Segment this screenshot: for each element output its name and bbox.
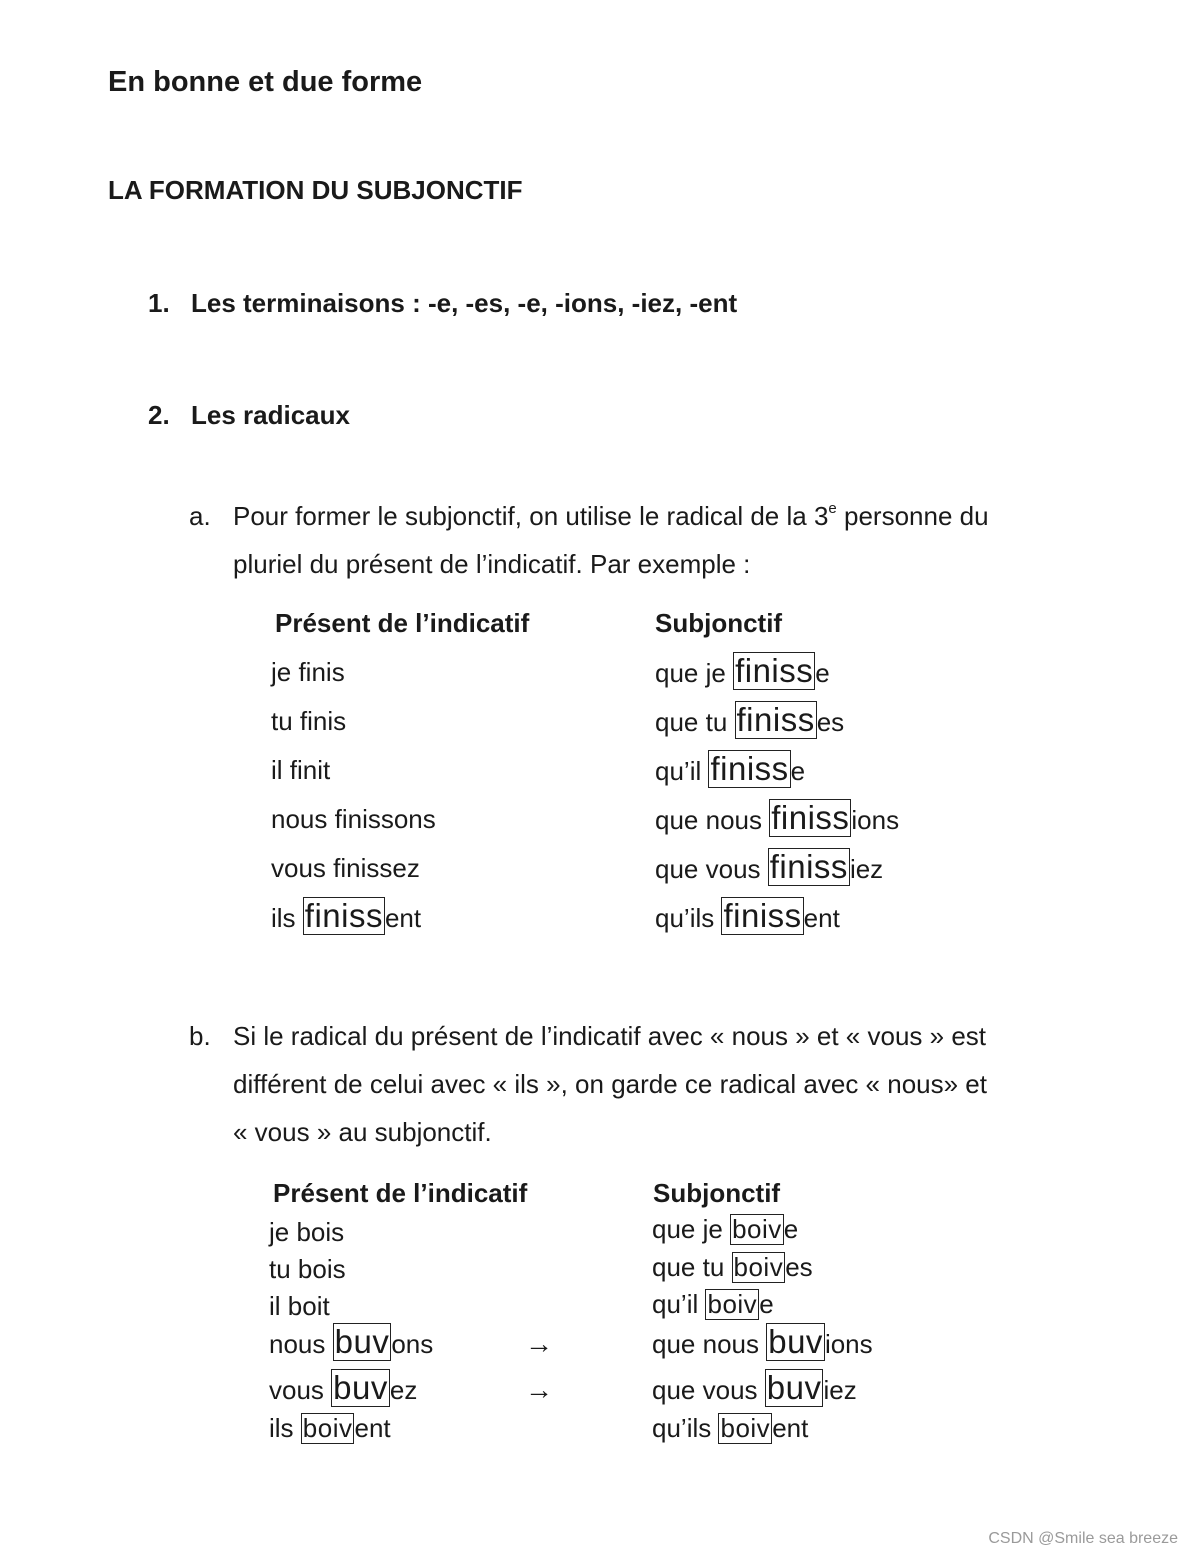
cell-ending: ent: [772, 1413, 809, 1443]
table-b-left-cell: [269, 1323, 433, 1361]
arrow-icon: →: [525, 1374, 553, 1405]
item-endings: [148, 288, 737, 319]
stem-box: finiss: [769, 848, 848, 885]
stem-box: boiv: [733, 1252, 784, 1282]
table-b-right-cell: [652, 1289, 774, 1320]
stem-box: finiss: [735, 652, 814, 689]
table-b-left-cell: [269, 1413, 391, 1444]
cell-prefix: que vous: [655, 854, 768, 884]
cell-ending: es: [816, 707, 845, 737]
stem-box: boiv: [732, 1214, 782, 1244]
stem-box: finiss: [304, 897, 383, 934]
cell-prefix: ils: [269, 1413, 301, 1443]
item-text: Les radicaux: [191, 400, 350, 430]
para-text: pluriel du présent de l’indicatif. Par exemple :: [233, 549, 751, 579]
cell-prefix: vous: [269, 1375, 332, 1405]
cell-ending: es: [785, 1252, 813, 1282]
table-b-right-cell: [652, 1369, 857, 1407]
cell-prefix: nous: [269, 1329, 333, 1359]
arrow-icon: →: [525, 1328, 553, 1359]
table-a-left-cell: il finit: [271, 755, 331, 785]
para-text: « vous » au subjonctif.: [233, 1117, 492, 1147]
stem-box: finiss: [771, 799, 850, 836]
cell-ending: e: [783, 1214, 799, 1244]
table-b-left-cell: [269, 1369, 417, 1407]
table-b-right-cell: [652, 1214, 798, 1245]
table-a-header-right: Subjonctif: [655, 608, 783, 638]
table-b-right-cell: [652, 1252, 813, 1283]
table-a-left-cell: vous finissez: [271, 853, 420, 883]
stem-box: buv: [333, 1369, 388, 1406]
cell-prefix: qu’ils: [652, 1413, 719, 1443]
item-number: 1.: [148, 288, 170, 318]
table-b-right-cell: [652, 1323, 873, 1361]
cell-prefix: qu’il: [655, 756, 709, 786]
cell-prefix: que nous: [655, 805, 770, 835]
cell-ending: ions: [851, 805, 900, 835]
table-a-right-cell: [655, 848, 883, 886]
table-a-left-cell: je finis: [271, 657, 345, 687]
table-a-right-cell: [655, 799, 899, 837]
cell-ending: ions: [824, 1329, 873, 1359]
cell-ending: iez: [823, 1375, 857, 1405]
para-letter: a.: [189, 501, 211, 531]
table-a-right-cell: [655, 897, 840, 935]
cell-prefix: que tu: [652, 1252, 732, 1282]
paragraph-b: [189, 1012, 1089, 1156]
table-a-right-cell: [655, 750, 805, 788]
cell-ending: ent: [384, 903, 422, 933]
para-letter: b.: [189, 1021, 211, 1051]
cell-ending: ez: [389, 1375, 418, 1405]
cell-ending: iez: [849, 854, 884, 884]
table-b-header-right: Subjonctif: [653, 1178, 781, 1208]
cell-prefix: que nous: [652, 1329, 767, 1359]
stem-box: boiv: [720, 1413, 771, 1443]
stem-box: finiss: [710, 750, 789, 787]
stem-box: boiv: [707, 1289, 758, 1319]
table-b-left-cell: il boit: [269, 1291, 330, 1321]
table-b-left-cell: tu bois: [269, 1254, 346, 1284]
stem-box: finiss: [723, 897, 802, 934]
cell-ending: e: [815, 658, 830, 688]
cell-prefix: qu’ils: [655, 903, 722, 933]
table-a-right-cell: [655, 701, 844, 739]
stem-box: buv: [766, 1369, 822, 1406]
cell-ending: ent: [803, 903, 840, 933]
watermark: CSDN @Smile sea breeze: [988, 1530, 1178, 1547]
cell-ending: e: [790, 756, 806, 786]
cell-prefix: que vous: [652, 1375, 765, 1405]
para-text: Pour former le subjonctif, on utilise le radical de la 3: [233, 501, 829, 531]
table-a-header-left: Présent de l’indicatif: [275, 608, 530, 638]
cell-ending: ent: [354, 1413, 391, 1443]
para-text: personne du: [836, 501, 989, 531]
para-text: Si le radical du présent de l’indicatif avec « nous » et « vous » est: [233, 1021, 986, 1051]
table-b-right-cell: [652, 1413, 808, 1444]
table-a-left-cell: tu finis: [271, 706, 347, 736]
stem-box: boiv: [302, 1413, 353, 1443]
section-heading: LA FORMATION DU SUBJONCTIF: [108, 175, 523, 205]
item-stems: [148, 400, 350, 431]
cell-ending: e: [759, 1289, 774, 1319]
cell-prefix: qu’il: [652, 1289, 706, 1319]
superscript: e: [828, 500, 837, 517]
cell-prefix: que je: [652, 1214, 731, 1244]
table-a-left-cell: [271, 897, 421, 935]
stem-box: finiss: [736, 701, 815, 738]
stem-box: buv: [768, 1323, 823, 1360]
paragraph-a: [189, 492, 1089, 588]
page-title: En bonne et due forme: [108, 66, 423, 98]
cell-prefix: que je: [655, 658, 734, 688]
table-a-right-cell: [655, 652, 830, 690]
table-a-left-cell: nous finissons: [271, 804, 436, 834]
cell-prefix: que tu: [655, 707, 735, 737]
cell-prefix: ils: [271, 903, 303, 933]
stem-box: buv: [334, 1323, 390, 1360]
table-b-header-left: Présent de l’indicatif: [273, 1178, 528, 1208]
table-b-left-cell: je bois: [269, 1217, 345, 1247]
item-text: Les terminaisons : -e, -es, -e, -ions, -iez, -ent: [191, 288, 738, 318]
cell-ending: ons: [391, 1329, 434, 1359]
para-text: différent de celui avec « ils », on garde ce radical avec « nous» et: [233, 1069, 987, 1099]
item-number: 2.: [148, 400, 170, 430]
